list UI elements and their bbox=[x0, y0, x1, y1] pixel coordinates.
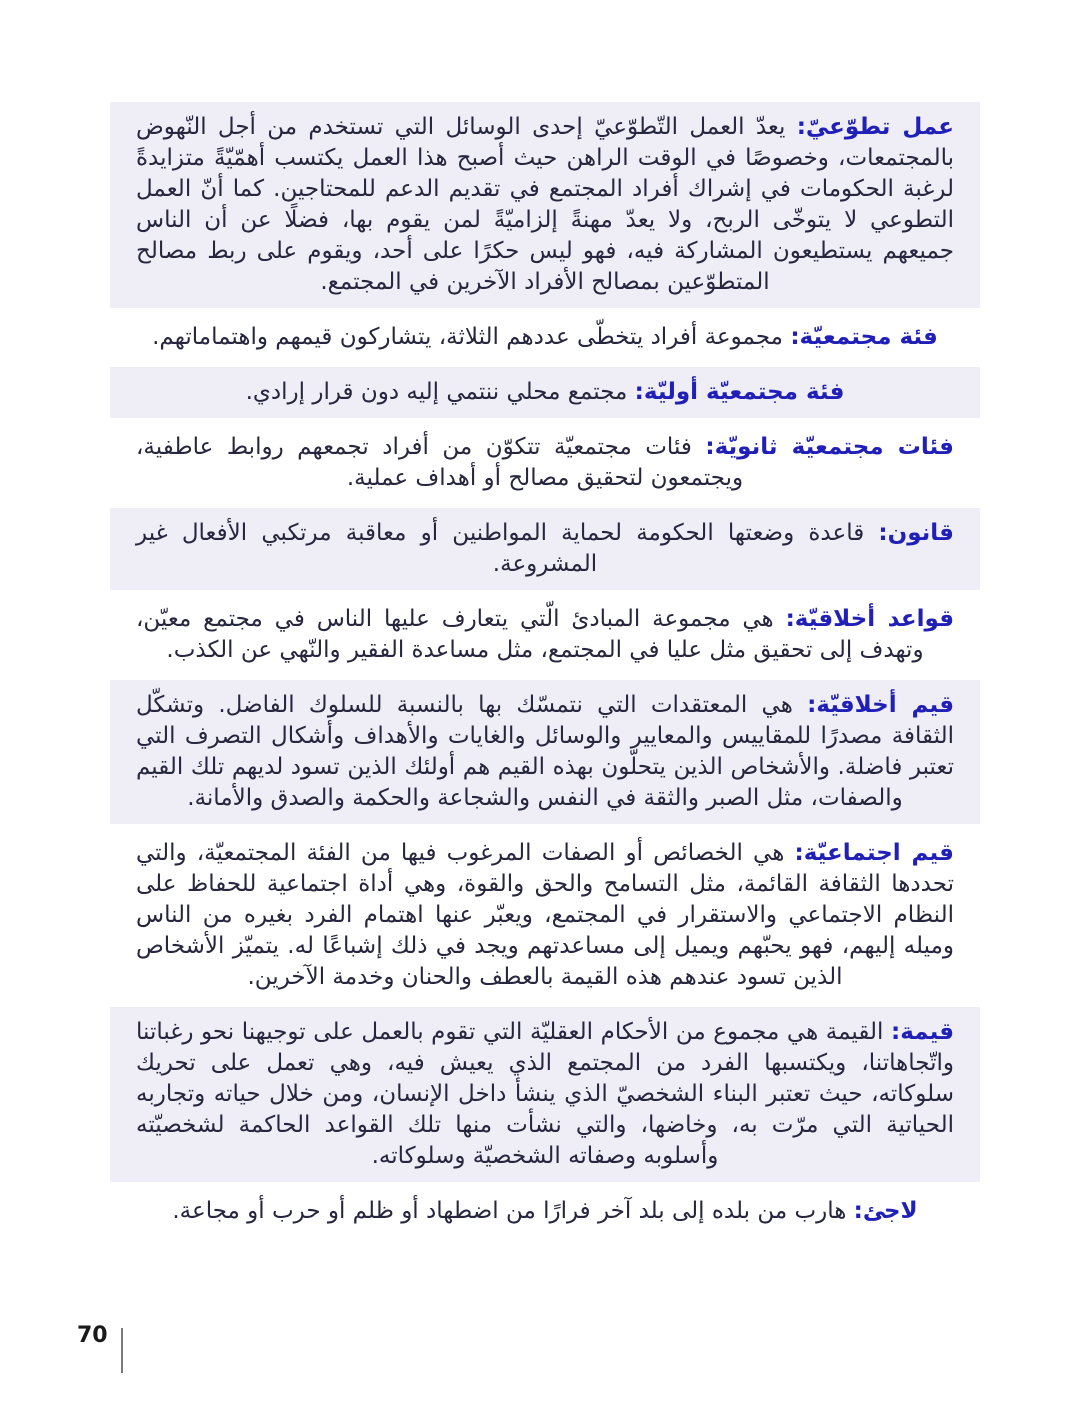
term-label: عمل تطوّعيّ: bbox=[796, 114, 955, 140]
glossary-entry bbox=[110, 1007, 980, 1182]
term-definition: هي مجموعة المبادئ الّتي يتعارف عليها الناس في مجتمع معيّن، وتهدف إلى تحقيق مثل عليا في المجتمع، مثل مساعدة الفقير والنّهي عن الكذب. bbox=[136, 606, 924, 663]
term-label: قيم اجتماعيّة: bbox=[794, 840, 954, 866]
term-label: قواعد أخلاقيّة: bbox=[785, 606, 955, 632]
glossary-entry bbox=[110, 680, 980, 824]
term-definition: يعدّ العمل التّطوّعيّ إحدى الوسائل التي تستخدم من أجل النّهوض بالمجتمعات، وخصوصًا في الوقت الراهن حيث أصبح هذا العمل يكتسب أهمّيّةً متزايدةً لرغبة الحكومات في إشراك أفراد المجتمع في تقديم الدعم للمحتاجين. كما أنّ العمل التطوعي لا يتوخّى الربح، ولا يعدّ مهنةً إلزاميّةً لمن يقوم بها، فضلًا عن أن الناس جميعهم يستطيعون المشاركة فيه، فهو ليس حكرًا على أحد، ويقوم على ربط مصالح المتطوّعين بمصالح الأفراد الآخرين في المجتمع. bbox=[136, 114, 954, 295]
term-label: لاجئ: bbox=[853, 1198, 918, 1224]
term-definition: هي الخصائص أو الصفات المرغوب فيها من الفئة المجتمعيّة، والتي تحددها الثقافة القائمة، مثل التسامح والحق والقوة، وهي أداة اجتماعية للحفاظ على النظام الاجتماعي والاستقرار في المجتمع، ويعبّر عنها اهتمام الفرد بغيره من الناس وميله إليهم، فهو يحبّهم ويميل إلى مساعدتهم ويجد في ذلك إشباعًا له. يتميّز الأشخاص الذين تسود عندهم هذه القيمة بالعطف والحنان وخدمة الآخرين. bbox=[136, 840, 954, 990]
glossary-list bbox=[110, 102, 980, 1241]
glossary-entry bbox=[110, 838, 980, 993]
glossary-entry bbox=[110, 322, 980, 353]
term-definition: مجموعة أفراد يتخطّى عددهم الثلاثة، يتشاركون قيمهم واهتماماتهم. bbox=[152, 324, 783, 350]
term-label: قيم أخلاقيّة: bbox=[807, 692, 955, 718]
page-footer bbox=[0, 1318, 200, 1388]
glossary-entry bbox=[110, 102, 980, 308]
term-label: قانون: bbox=[878, 520, 954, 546]
footer-divider-line bbox=[121, 1328, 123, 1373]
term-definition: القيمة هي مجموع من الأحكام العقليّة التي تقوم بالعمل على توجيهنا نحو رغباتنا واتّجاهاتنا، ويكتسبها الفرد من المجتمع الذي يعيش فيه، وهي تعمل على تحريك سلوكاته، حيث تعتبر البناء الشخصيّ الذي ينشأ داخل الإنسان، ومن خلال حياته وتجاربه الحياتية التي مرّت به، وخاضها، والتي نشأت منها تلك القواعد الحاكمة لشخصيّته وأسلوبه وصفاته الشخصيّة وسلوكاته. bbox=[136, 1019, 954, 1169]
term-definition: هي المعتقدات التي نتمسّك بها بالنسبة للسلوك الفاضل. وتشكّل الثقافة مصدرًا للمقاييس والمعايير والوسائل والغايات والأهداف وأشكال التصرف التي تعتبر فاضلة. والأشخاص الذين يتحلّون بهذه القيم هم أولئك الذين تسود لديهم تلك القيم والصفات، مثل الصبر والثقة في النفس والشجاعة والحكمة والصدق والأمانة. bbox=[136, 692, 954, 811]
term-definition: مجتمع محلي ننتمي إليه دون قرار إرادي. bbox=[245, 379, 628, 405]
term-label: قيمة: bbox=[891, 1019, 955, 1045]
term-definition: فئات مجتمعيّة تتكوّن من أفراد تجمعهم روابط عاطفية، ويجتمعون لتحقيق مصالح أو أهداف عملية. bbox=[136, 434, 744, 491]
term-label: فئة مجتمعيّة أوليّة: bbox=[634, 379, 845, 405]
term-label: فئة مجتمعيّة: bbox=[790, 324, 938, 350]
glossary-entry bbox=[110, 432, 980, 494]
page-number: 70 bbox=[77, 1323, 108, 1348]
glossary-entry bbox=[110, 508, 980, 590]
term-definition: هارب من بلده إلى بلد آخر فرارًا من اضطهاد أو ظلم أو حرب أو مجاعة. bbox=[172, 1198, 847, 1224]
glossary-entry bbox=[110, 367, 980, 418]
glossary-entry bbox=[110, 1196, 980, 1227]
term-definition: قاعدة وضعتها الحكومة لحماية المواطنين أو معاقبة مرتكبي الأفعال غير المشروعة. bbox=[136, 520, 865, 577]
glossary-entry bbox=[110, 604, 980, 666]
term-label: فئات مجتمعيّة ثانويّة: bbox=[705, 434, 954, 460]
